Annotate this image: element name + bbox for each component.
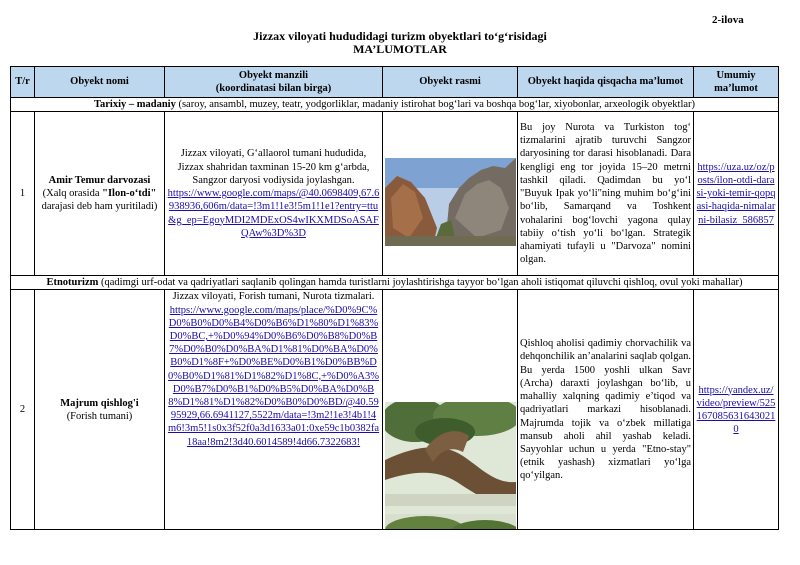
header-general-line-1: Umumiy (716, 69, 756, 81)
section-historical-title: Tarixiy – madaniy (93, 99, 176, 110)
general-info-link[interactable]: https://uza.uz/oz/posts/ilon-otdi-darasi-yoki-temir-qopqasi-haqida-nimalarni-bilasiz_586857 (696, 161, 776, 226)
object-name-alias: "Ilon-o‘tdi" (102, 188, 157, 200)
mountain-gorge-photo (385, 158, 516, 246)
address-text: Jizzax viloyati, G‘allaorol tumani hududida, Jizzax shahridan taxminan 15-20 km g‘arbda, Sangzor daryosi vodiysida joylashgan. (177, 148, 370, 186)
section-ethno-description: (qadimgi urf-odat va qadriyatlari saqlanib qolingan hamda turistlarni joylashtirishga tayyor bo‘lgan aholi istiqomat qiluvchi qishloq, ovul yoki mahallar) (98, 277, 743, 289)
object-name (35, 290, 165, 530)
object-name-alias-suffix: darajasi deb ham yuritiladi) (41, 201, 158, 213)
tourism-objects-table (10, 66, 779, 530)
row-number: 2 (11, 290, 35, 530)
object-name (35, 112, 165, 276)
header-row (11, 67, 779, 98)
object-name-title: Majrum qishlog'i (60, 397, 139, 409)
header-number: T/r (11, 67, 35, 98)
object-name-district: (Forish tumani) (66, 410, 133, 422)
header-info: Obyekt haqida qisqacha ma’lumot (518, 67, 694, 98)
section-row-ethno (11, 276, 779, 290)
header-general (694, 67, 779, 98)
object-photo-cell (383, 290, 518, 530)
document-title (0, 30, 800, 56)
header-address-line-1: Obyekt manzili (238, 69, 309, 81)
title-line-2: MA’LUMOTLAR (353, 42, 447, 56)
object-description: Bu joy Nurota va Turkiston tog‘ tizmalarini ajratib turuvchi Sangzor daryosining tor darasi hisoblanadi. Dara kengligi eng tor joyida 15–20 metrni tashkil qiladi. Qadimdan bu yo‘l "Buyuk Ipak yo‘li"ning muhim bo‘g‘ini bo‘lib, Samarqand va Toshkent vohalarini bog‘lovchi yagona qulay tabiiy o‘tish yo‘li bo‘lgan. Strategik ahamiyati tufayli u "Darvoza" nomini olgan. (518, 112, 694, 276)
header-photo: Obyekt rasmi (383, 67, 518, 98)
object-address (165, 290, 383, 530)
annex-label: 2-ilova (712, 14, 744, 26)
section-ethno-title: Etnoturizm (46, 277, 99, 289)
header-name: Obyekt nomi (35, 67, 165, 98)
title-line-1: Jizzax viloyati hududidagi turizm obyektlari to‘g‘risidagi (253, 29, 547, 43)
section-historical-description: (saroy, ansambl, muzey, teatr, yodgorliklar, madaniy istirohat bog‘lari va boshqa bog‘lar, xiyobonlar, arxeologik obyektlar) (175, 99, 696, 110)
object-photo-cell (383, 112, 518, 276)
object-name-title: Amir Temur darvozasi (48, 174, 151, 186)
section-historical (11, 98, 779, 112)
section-ethno (11, 276, 779, 290)
address-text: Jizzax viloyati, Forish tumani, Nurota tizmalari. (172, 291, 375, 303)
header-address-line-2: (koordinatasi bilan birga) (215, 83, 332, 94)
header-general-line-2: ma’lumot (714, 83, 758, 94)
general-info-link[interactable]: https://yandex.uz/video/preview/5251670856316430210 (696, 384, 776, 436)
object-name-alias-prefix: (Xalq orasida (42, 188, 103, 200)
object-address (165, 112, 383, 276)
table-row (11, 112, 779, 276)
section-row-historical (11, 98, 779, 112)
row-number: 1 (11, 112, 35, 276)
general-info (694, 290, 779, 530)
general-info (694, 112, 779, 276)
address-map-link[interactable]: https://www.google.com/maps/@40.0698409,67.6938936,606m/data=!3m1!1e3!5m1!1e1?entry=ttu&g_ep=EgoyMDI2MDExOS4wIKXMDSoASAFQAw%3D%3D (167, 188, 380, 239)
table-row (11, 290, 779, 530)
juniper-tree-photo (385, 402, 516, 530)
header-address (165, 67, 383, 98)
object-description: Qishloq aholisi qadimiy chorvachilik va dehqonchilik an’analarini saqlab qolgan. Bu yerda 1500 yoshli ulkan Savr (Archa) daraxti joylashgan bo‘lib, u mahalliy xalqning qadimiy e’tiqod va qadriyatlari markazi hisoblanadi. Majrumda tojik va o‘zbek millatiga mansub aholi ahil yashab keladi. Sayyohlar uchun u yerda "Etno-stay" (etnik yashash) xizmatlari yo‘lga qo‘yilgan. (518, 290, 694, 530)
address-map-link[interactable]: https://www.google.com/maps/place/%D0%9C%D0%B0%D0%B4%D0%B6%D1%80%D1%83%D0%BC,+%D0%94%D0%B6%D0%B8%D0%B7%D0%B0%D0%BA%D1%81%D0%BA%D0%B0%D1%8F+%D0%BE%D0%B1%D0%BB%D0%B0%D1%81%D1%82%D1%8C,+%D0%A3%D0%B7%D0%B1%D0%B5%D0%BA%D0%B8%D1%81%D1%82%D0%B0%D0%BD/@40.5995929,66.6941127,5522m/data=!3m2!1e3!4b1!4m6!3m5!1s0x3f52f0a3d1633a01:0xe59c1b0382fa18aa!8m2!3d40.6014589!4d66.7322683! (167, 304, 380, 448)
